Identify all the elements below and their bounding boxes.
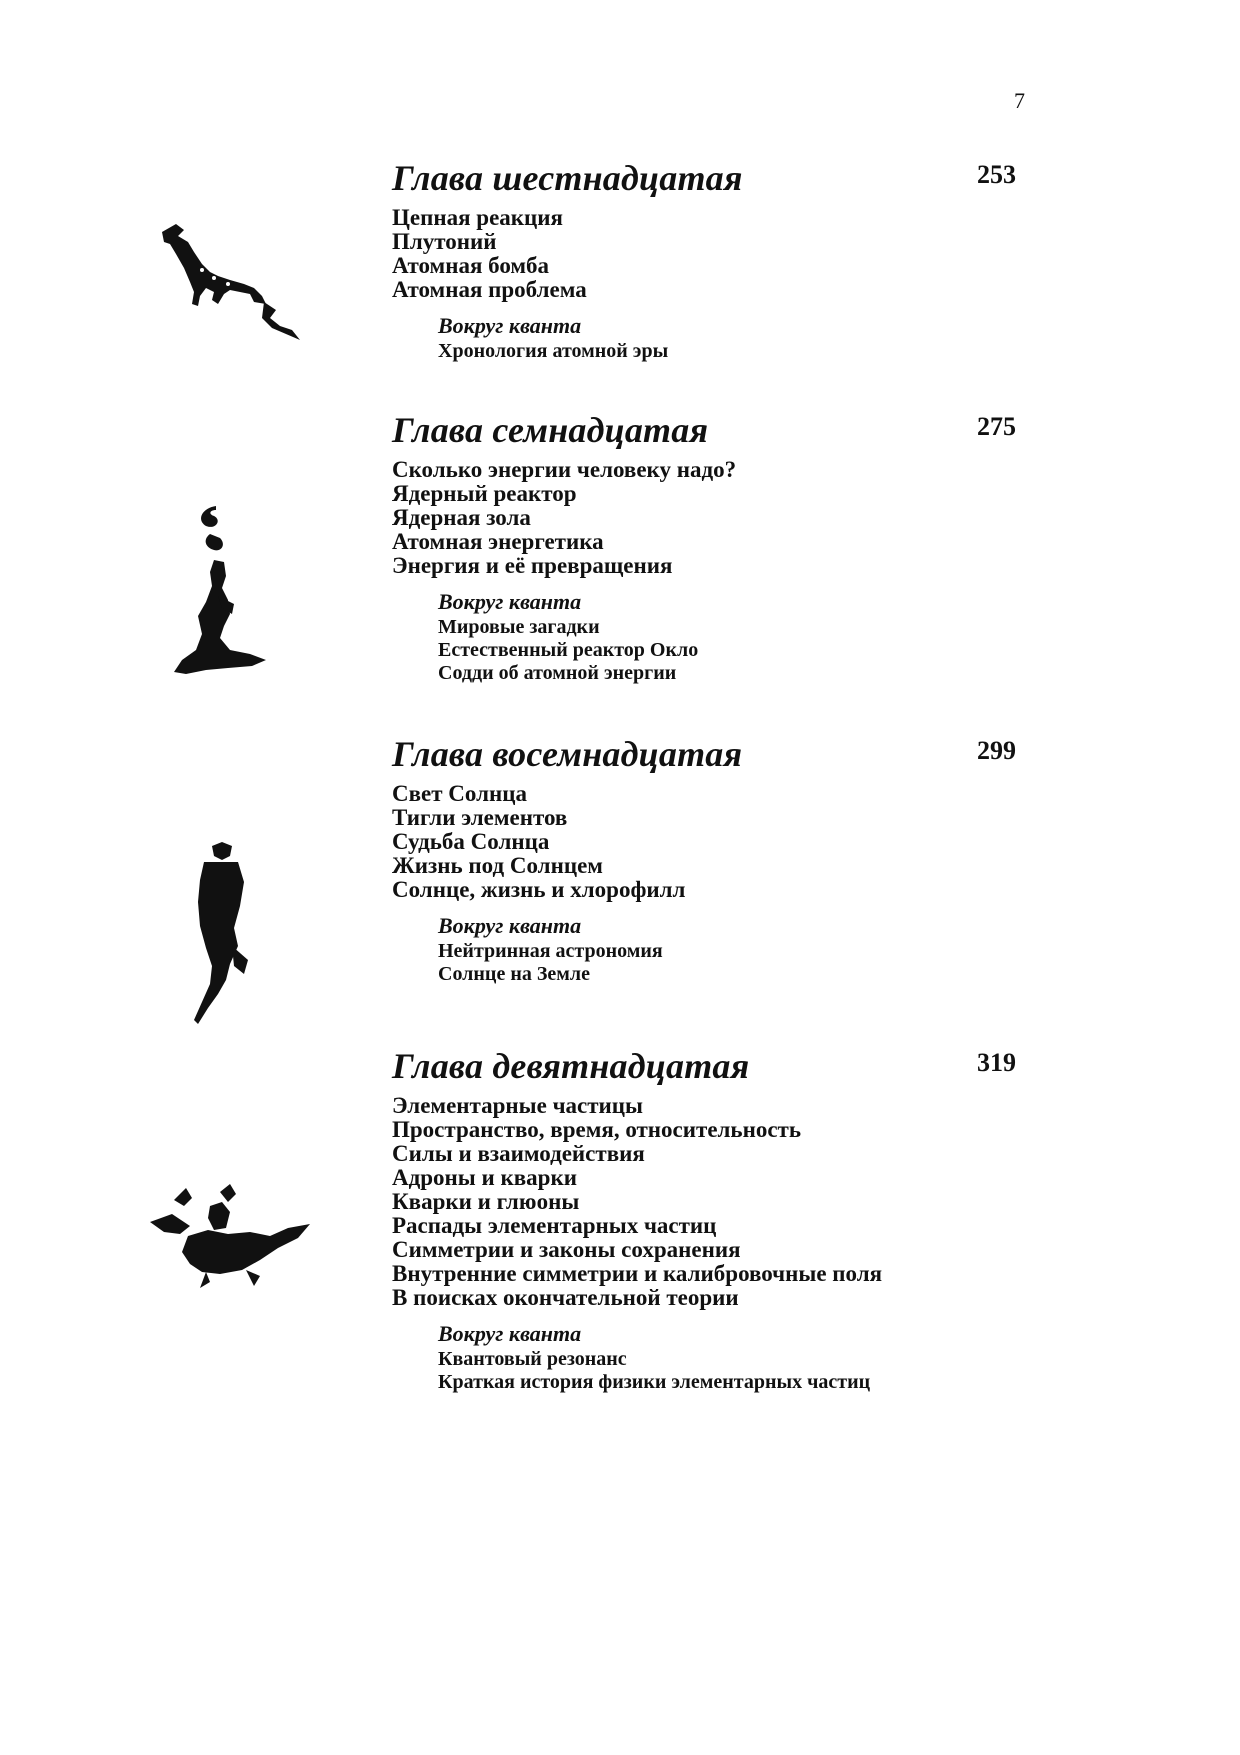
aside-title: Вокруг кванта [438,913,582,938]
chapter-18 [392,732,1052,986]
topic-item: Атомная проблема [392,277,587,302]
topic-item: Внутренние симметрии и калибровочные поля [392,1261,883,1286]
aside-title: Вокруг кванта [438,1321,582,1346]
aside-item: Квантовый резонанс [438,1348,627,1370]
topic-item: Ядерный реактор [392,481,577,506]
aside-list [438,616,1052,685]
dragon-silhouette-icon [154,222,302,346]
topic-item: Адроны и кварки [392,1165,577,1190]
aside-section [438,312,1052,363]
chapter-title: Глава шестнадцатая [392,158,743,198]
topic-item: Солнце, жизнь и хлорофилл [392,877,686,902]
chapter-page-number: 319 [977,1048,1016,1077]
aside-section [438,912,1052,986]
topic-item: Ядерная зола [392,505,531,530]
page-number: 7 [1014,88,1025,113]
topic-item: Элементарные частицы [392,1093,644,1118]
chapter-17 [392,408,1052,685]
aside-section [438,1320,1052,1394]
topic-item: Атомная бомба [392,253,550,278]
aside-item: Солнце на Земле [438,963,591,985]
aside-item: Мировые загадки [438,616,600,638]
topic-item: Атомная энергетика [392,529,604,554]
aside-list [438,340,1052,363]
topic-item: Судьба Солнца [392,829,550,854]
topic-item: В поисках окончательной теории [392,1285,739,1310]
aside-item: Естественный реактор Окло [438,639,699,661]
aside-section [438,588,1052,685]
chapter-title: Глава восемнадцатая [392,734,743,774]
aside-list [438,1348,1052,1394]
topic-item: Жизнь под Солнцем [392,853,603,878]
topic-list [392,782,1052,902]
aside-title: Вокруг кванта [438,589,582,614]
topic-item: Симметрии и законы сохранения [392,1237,741,1262]
topic-list [392,206,1052,302]
chapter-page-number: 275 [977,412,1016,441]
robed-figure-silhouette-icon [192,842,252,1026]
chapter-title: Глава девятнадцатая [392,1046,750,1086]
aside-title: Вокруг кванта [438,313,582,338]
aside-item: Краткая история физики элементарных частиц [438,1371,871,1393]
topic-item: Силы и взаимодействия [392,1141,645,1166]
topic-list [392,458,1052,578]
topic-item: Кварки и глюоны [392,1189,580,1214]
aside-item: Нейтринная астрономия [438,940,663,962]
topic-item: Свет Солнца [392,781,528,806]
genie-silhouette-icon [172,504,268,680]
topic-item: Цепная реакция [392,205,563,230]
aside-item: Хронология атомной эры [438,340,669,362]
aside-item: Содди об атомной энергии [438,662,677,684]
topic-item: Распады элементарных частиц [392,1213,717,1238]
chapter-16 [392,156,1052,363]
topic-item: Тигли элементов [392,805,568,830]
creature-plant-silhouette-icon [150,1184,314,1292]
chapter-title: Глава семнадцатая [392,410,709,450]
topic-list [392,1094,1052,1310]
chapter-page-number: 253 [977,160,1016,189]
aside-list [438,940,1052,986]
topic-item: Плутоний [392,229,497,254]
chapter-19 [392,1044,1052,1394]
chapter-page-number: 299 [977,736,1016,765]
topic-item: Пространство, время, относительность [392,1117,802,1142]
topic-item: Сколько энергии человеку надо? [392,457,737,482]
topic-item: Энергия и её превращения [392,553,673,578]
